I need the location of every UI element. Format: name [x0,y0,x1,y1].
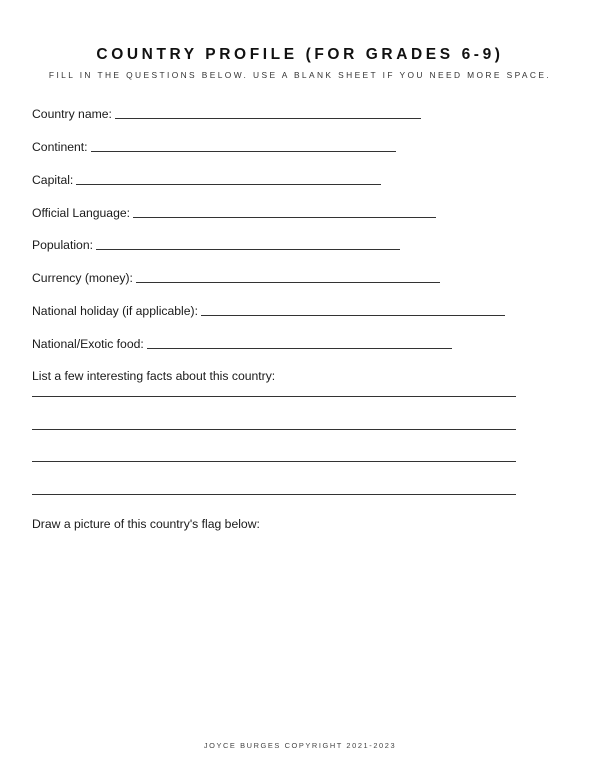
field-country-name [32,105,421,121]
instructions: FILL IN THE QUESTIONS BELOW. USE A BLANK SHEET IF YOU NEED MORE SPACE. [48,70,552,80]
field-label-continent: Continent: [32,140,88,154]
answer-line-capital[interactable] [76,184,381,185]
field-label-country-name: Country name: [32,107,112,121]
copyright-footer: JOYCE BURGES COPYRIGHT 2021-2023 [203,741,397,750]
answer-line-population[interactable] [96,249,400,250]
field-population [32,236,400,252]
field-capital [32,171,381,187]
field-label-population: Population: [32,238,93,252]
answer-line-country-name[interactable] [115,118,421,119]
flag-drawing-area[interactable] [32,540,568,730]
field-currency [32,269,440,285]
answer-line-continent[interactable] [91,151,396,152]
field-label-official-language: Official Language: [32,206,131,220]
answer-line-official-language[interactable] [133,217,436,218]
field-label-national-holiday: National holiday (if applicable): [32,304,198,318]
facts-heading: List a few interesting facts about this country: [32,369,276,383]
fact-answer-line[interactable] [32,494,516,495]
field-national-food [32,335,452,351]
field-label-national-food: National/Exotic food: [32,337,144,351]
fact-answer-line[interactable] [32,461,516,462]
flag-heading: Draw a picture of this country's flag below: [32,517,260,531]
field-official-language [32,204,436,220]
page-title: COUNTRY PROFILE (FOR GRADES 6-9) [96,46,504,63]
field-national-holiday [32,302,505,318]
field-continent [32,138,396,154]
answer-line-national-holiday[interactable] [201,315,505,316]
field-label-currency: Currency (money): [32,271,133,285]
answer-line-national-food[interactable] [147,348,452,349]
fact-answer-line[interactable] [32,396,516,397]
fact-answer-line[interactable] [32,429,516,430]
field-label-capital: Capital: [32,173,74,187]
answer-line-currency[interactable] [136,282,440,283]
